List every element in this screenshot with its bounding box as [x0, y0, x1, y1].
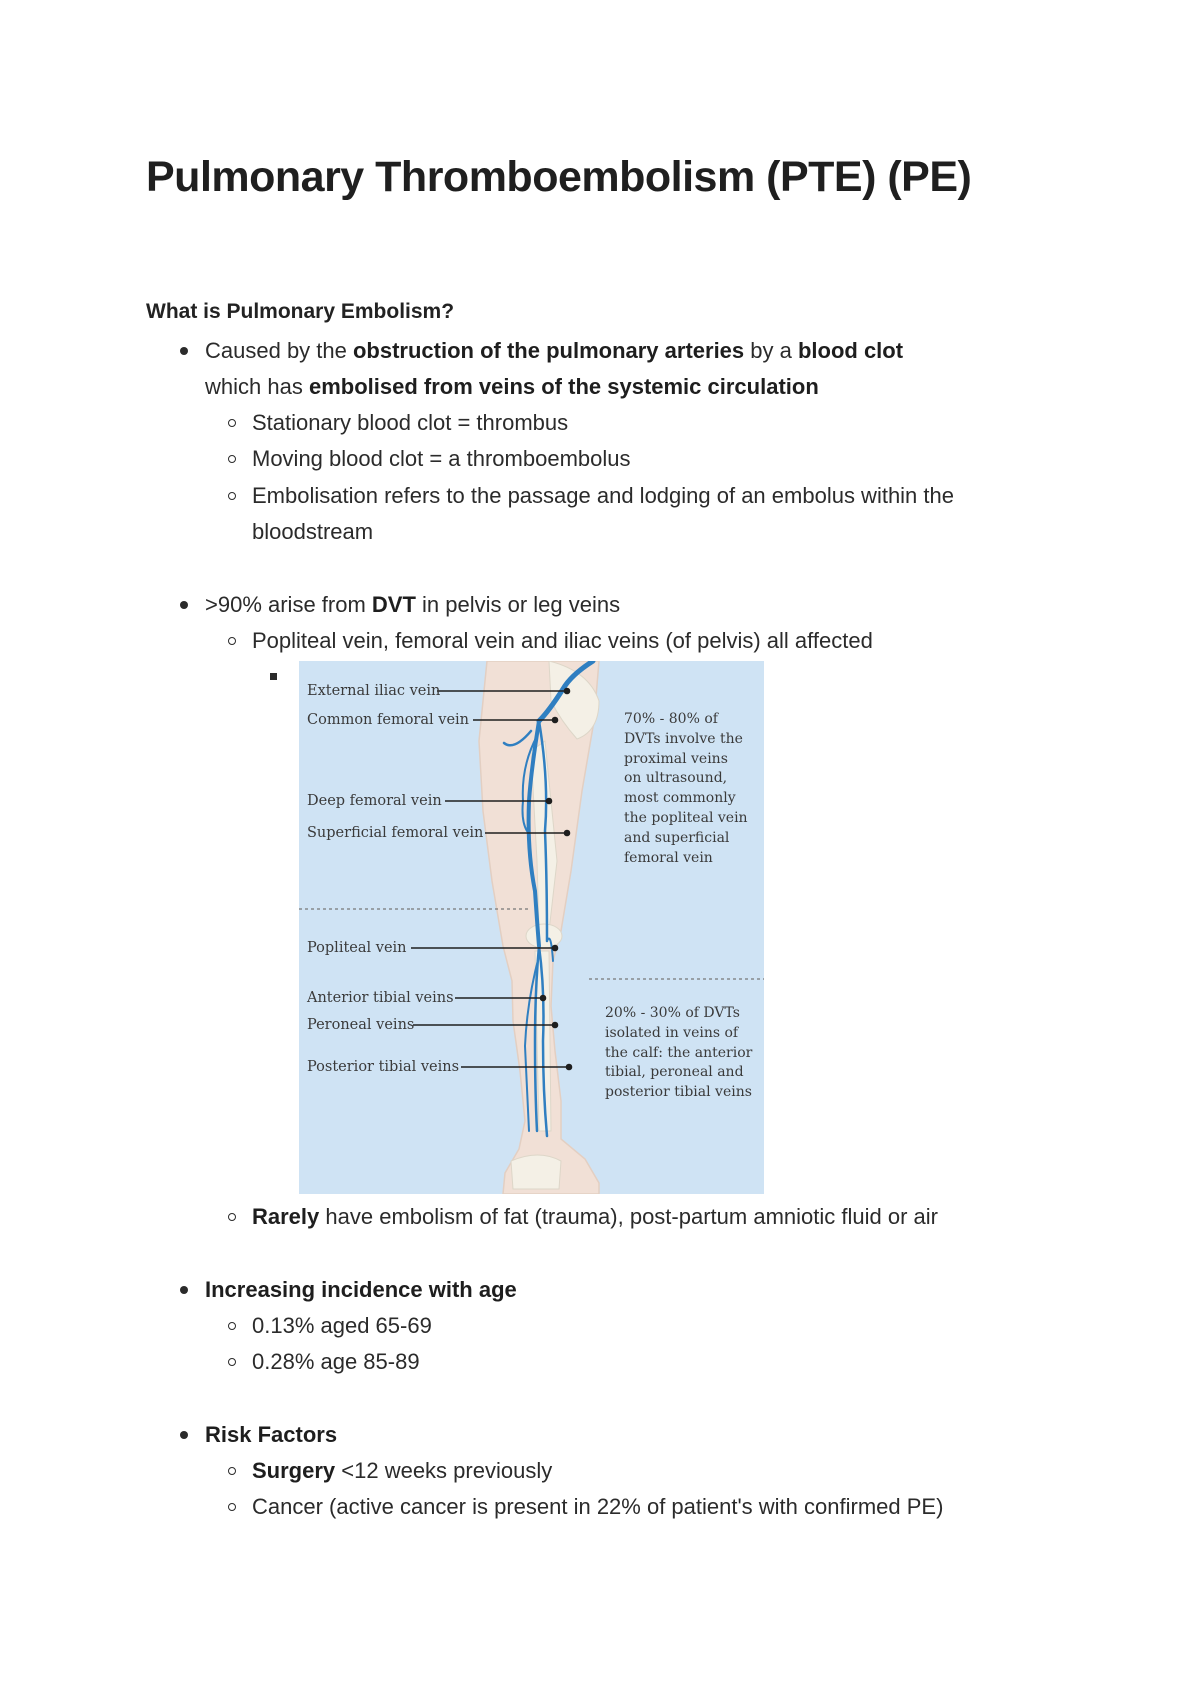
list-item-popliteal: Popliteal vein, femoral vein and iliac veins (of pelvis) all affected [252, 623, 873, 659]
bold-span: obstruction of the pulmonary arteries [352, 338, 745, 363]
list-item-rarely [252, 1199, 938, 1235]
bold-span: embolised from veins of the systemic circulation [308, 374, 819, 399]
list-item-risk-factors [205, 1417, 337, 1453]
knee-bone [526, 924, 562, 948]
list-item-embolisation: Embolisation refers to the passage and lodging of an embolus within the [252, 478, 954, 514]
list-item-age-85-89: 0.28% age 85-89 [252, 1344, 420, 1380]
bold-span: Risk Factors [205, 1422, 338, 1447]
text-span: <12 weeks previously [335, 1458, 553, 1483]
section-heading: What is Pulmonary Embolism? [146, 300, 455, 323]
note-calf-dvt: 20% - 30% of DVTs isolated in veins of the calf: the anterior tibial, peroneal and posterior tibial veins [605, 1005, 753, 1101]
bold-span: Increasing incidence with age [205, 1277, 517, 1302]
list-item-moving: Moving blood clot = a thromboembolus [252, 441, 631, 477]
text-span: have embolism of fat (trauma), post-partum amniotic fluid or air [319, 1204, 938, 1229]
bold-span: blood clot [797, 338, 904, 363]
list-item-stationary: Stationary blood clot = thrombus [252, 405, 568, 441]
label-deep-femoral-vein: Deep femoral vein [307, 793, 442, 809]
text-span: which has [205, 374, 309, 399]
bold-span: Surgery [252, 1458, 336, 1483]
label-posterior-tibial-veins: Posterior tibial veins [307, 1059, 460, 1075]
text-span: >90% arise from [205, 592, 372, 617]
list-item-dvt [205, 587, 620, 623]
bold-span: Rarely [252, 1204, 320, 1229]
dvt-leg-vein-diagram [299, 661, 764, 1194]
label-peroneal-veins: Peroneal veins [307, 1017, 415, 1033]
note-proximal-dvt: 70% - 80% of DVTs involve the proximal veins on ultrasound, most commonly the popliteal vein and superficial femoral vein [624, 711, 748, 866]
label-popliteal-vein: Popliteal vein [307, 940, 407, 956]
list-item-embolisation-continued: bloodstream [252, 519, 374, 544]
label-superficial-femoral-vein: Superficial femoral vein [307, 825, 484, 841]
list-item-cancer: Cancer (active cancer is present in 22% of patient's with confirmed PE) [252, 1489, 943, 1525]
foot-bone [511, 1155, 561, 1189]
bold-span: DVT [371, 592, 416, 617]
label-common-femoral-vein: Common femoral vein [307, 712, 469, 728]
list-item-age-65-69: 0.13% aged 65-69 [252, 1308, 432, 1344]
list-item-caused-by [205, 333, 903, 369]
list-item-surgery [252, 1453, 552, 1489]
page-title: Pulmonary Thromboembolism (PTE) (PE) [146, 153, 972, 201]
label-anterior-tibial-veins: Anterior tibial veins [307, 990, 454, 1006]
label-external-iliac-vein: External iliac vein [307, 683, 441, 699]
text-span: Caused by the [205, 338, 353, 363]
square-bullet-icon [270, 673, 277, 680]
list-item-caused-by-continued [205, 369, 819, 405]
text-span: in pelvis or leg veins [415, 592, 621, 617]
list-item-incidence [205, 1272, 517, 1308]
text-span: by a [744, 338, 798, 363]
